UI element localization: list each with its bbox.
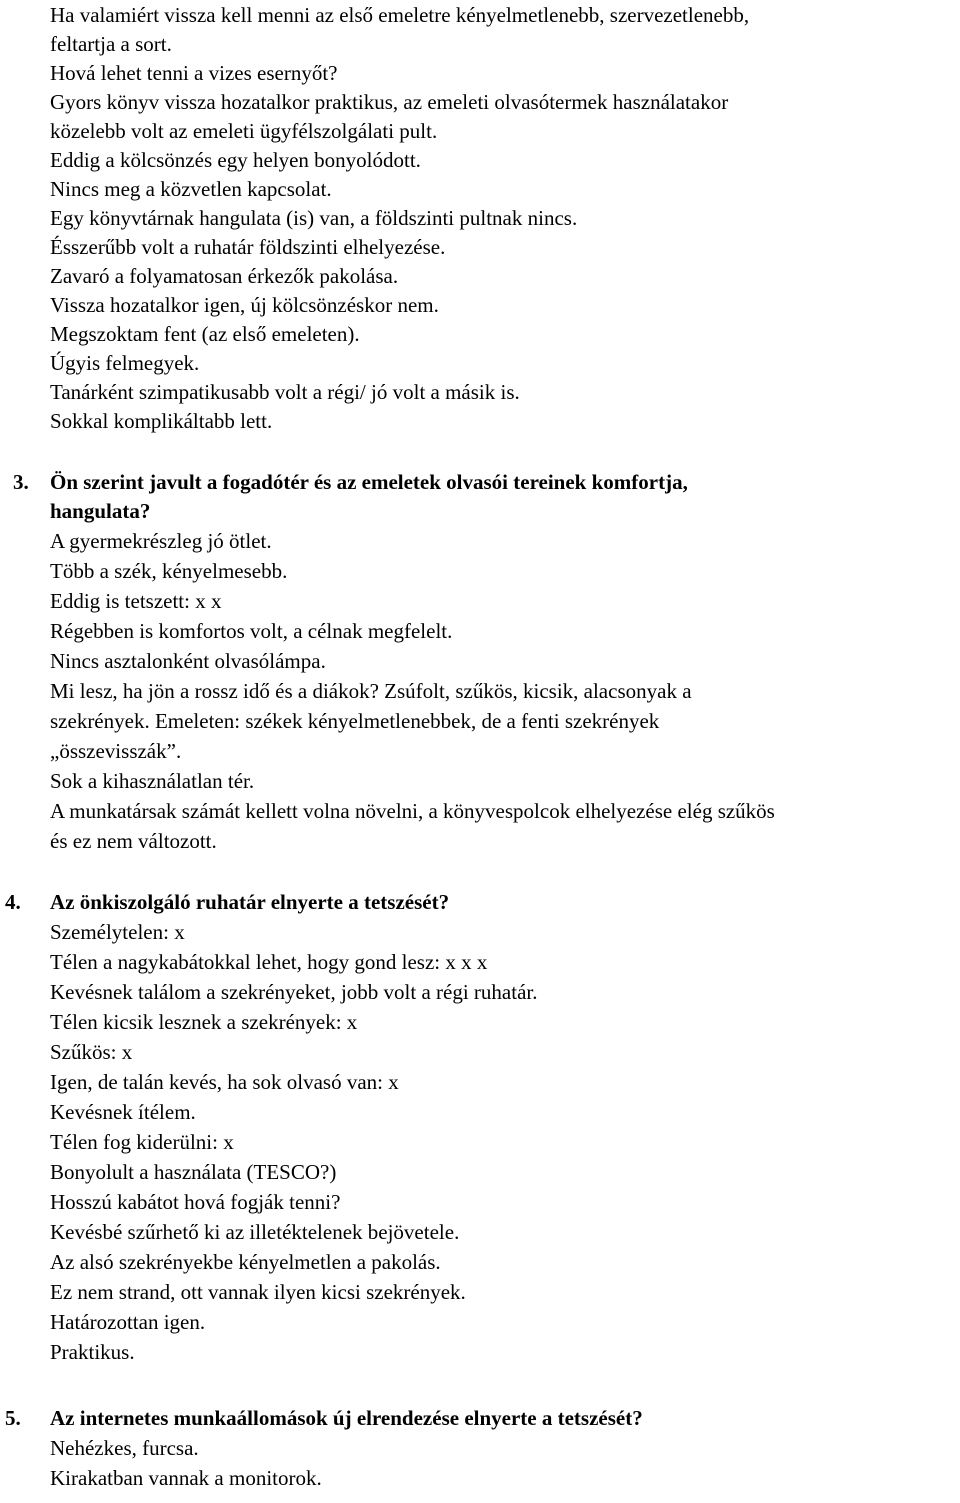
- answer-line: Igen, de talán kevés, ha sok olvasó van: x: [50, 1070, 399, 1094]
- intro-line: Ésszerűbb volt a ruhatár földszinti elhelyezése.: [50, 235, 446, 259]
- answer-line: Sok a kihasználatlan tér.: [50, 769, 255, 793]
- answer-line: „összevisszák”.: [50, 739, 182, 763]
- intro-line: Tanárként szimpatikusabb volt a régi/ jó volt a másik is.: [50, 380, 520, 404]
- answer-line: Télen kicsik lesznek a szekrények: x: [50, 1010, 358, 1034]
- answer-line: Kevésnek ítélem.: [50, 1100, 196, 1124]
- answer-line: Több a szék, kényelmesebb.: [50, 559, 288, 583]
- intro-line: Gyors könyv vissza hozatalkor praktikus, az emeleti olvasótermek használatakor: [50, 90, 729, 114]
- answer-line: Az alsó szekrényekbe kényelmetlen a pakolás.: [50, 1250, 441, 1274]
- intro-line: közelebb volt az emeleti ügyfélszolgálati pult.: [50, 119, 438, 143]
- question-5-number: 5.: [5, 1406, 21, 1430]
- question-4-heading: Az önkiszolgáló ruhatár elnyerte a tetszését?: [50, 890, 450, 914]
- answer-line: Télen fog kiderülni: x: [50, 1130, 234, 1154]
- answer-line: Régebben is komfortos volt, a célnak megfelelt.: [50, 619, 453, 643]
- answer-line: Bonyolult a használata (TESCO?): [50, 1160, 337, 1184]
- intro-line: Vissza hozatalkor igen, új kölcsönzéskor nem.: [50, 293, 439, 317]
- question-4-number: 4.: [5, 890, 21, 914]
- answer-line: Szűkös: x: [50, 1040, 133, 1064]
- answer-line: Eddig is tetszett: x x: [50, 589, 222, 613]
- answer-line: és ez nem változott.: [50, 829, 217, 853]
- answer-line: Mi lesz, ha jön a rossz idő és a diákok? Zsúfolt, szűkös, kicsik, alacsonyak a: [50, 679, 692, 703]
- question-3-heading: Ön szerint javult a fogadótér és az emeletek olvasói tereinek komfortja,: [50, 470, 688, 494]
- answer-line: szekrények. Emeleten: székek kényelmetlenebbek, de a fenti szekrények: [50, 709, 660, 733]
- answer-line: Nincs asztalonként olvasólámpa.: [50, 649, 326, 673]
- intro-line: Nincs meg a közvetlen kapcsolat.: [50, 177, 332, 201]
- answer-line: Határozottan igen.: [50, 1310, 206, 1334]
- answer-line: A gyermekrészleg jó ötlet.: [50, 529, 272, 553]
- question-3-number: 3.: [13, 470, 29, 494]
- intro-line: Sokkal komplikáltabb lett.: [50, 409, 273, 433]
- question-5-heading: Az internetes munkaállomások új elrendezése elnyerte a tetszését?: [50, 1406, 643, 1430]
- intro-line: Hová lehet tenni a vizes esernyőt?: [50, 61, 338, 85]
- intro-line: Eddig a kölcsönzés egy helyen bonyolódott.: [50, 148, 421, 172]
- question-3-heading: hangulata?: [50, 499, 151, 523]
- answer-line: Kevésbé szűrhető ki az illetéktelenek bejövetele.: [50, 1220, 460, 1244]
- answer-line: Kevésnek találom a szekrényeket, jobb volt a régi ruhatár.: [50, 980, 538, 1004]
- answer-line: Télen a nagykabátokkal lehet, hogy gond lesz: x x x: [50, 950, 488, 974]
- intro-line: Úgyis felmegyek.: [50, 351, 200, 375]
- answer-line: Személytelen: x: [50, 920, 185, 944]
- intro-line: feltartja a sort.: [50, 32, 172, 56]
- answer-line: Praktikus.: [50, 1340, 135, 1364]
- intro-line: Ha valamiért vissza kell menni az első emeletre kényelmetlenebb, szervezetlenebb,: [50, 3, 750, 27]
- answer-line: Kirakatban vannak a monitorok.: [50, 1466, 322, 1490]
- intro-line: Megszoktam fent (az első emeleten).: [50, 322, 360, 346]
- answer-line: Nehézkes, furcsa.: [50, 1436, 199, 1460]
- intro-line: Zavaró a folyamatosan érkezők pakolása.: [50, 264, 399, 288]
- answer-line: A munkatársak számát kellett volna növelni, a könyvespolcok elhelyezése elég szűkös: [50, 799, 775, 823]
- intro-line: Egy könyvtárnak hangulata (is) van, a földszinti pultnak nincs.: [50, 206, 578, 230]
- answer-line: Ez nem strand, ott vannak ilyen kicsi szekrények.: [50, 1280, 466, 1304]
- answer-line: Hosszú kabátot hová fogják tenni?: [50, 1190, 341, 1214]
